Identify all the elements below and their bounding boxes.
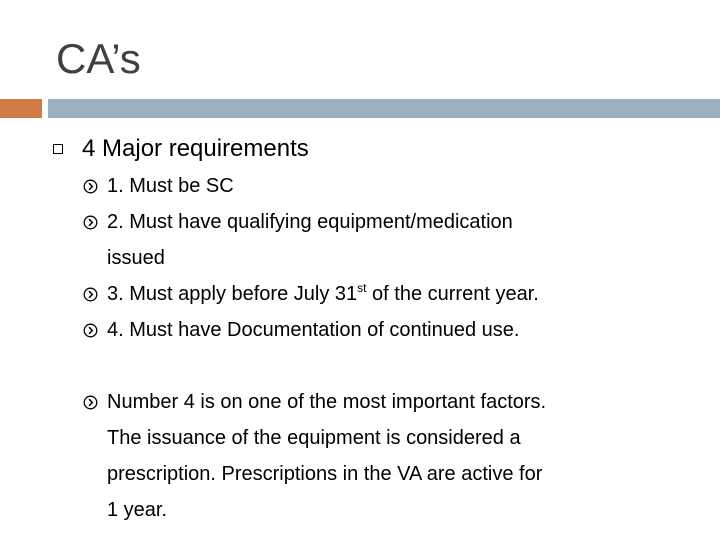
circled-arrow-bullet-icon (83, 323, 98, 338)
list-item (83, 168, 703, 204)
circled-arrow-bullet-icon (83, 395, 98, 410)
note-text: Number 4 is on one of the most important factors. The issuance of the equipment is considered a prescription. Prescriptions in the VA are active for 1 year. (107, 391, 547, 521)
requirement-3: 3. Must apply before July 31st of the current year. (107, 281, 539, 305)
requirement-4: 4. Must have Documentation of continued use. (107, 319, 520, 341)
list-item (83, 204, 703, 276)
circled-arrow-bullet-icon (83, 215, 98, 230)
circled-arrow-bullet-icon (83, 179, 98, 194)
requirement-1: 1. Must be SC (107, 175, 234, 197)
heading-major-requirements: 4 Major requirements (82, 135, 309, 162)
slide-title: CA’s (56, 35, 141, 82)
circled-arrow-bullet-icon (83, 287, 98, 302)
list-item (83, 312, 703, 348)
requirement-2: 2. Must have qualifying equipment/medication issued (107, 211, 513, 269)
note-item (83, 384, 703, 528)
list-item (83, 276, 703, 312)
hollow-square-bullet-icon (53, 144, 63, 154)
